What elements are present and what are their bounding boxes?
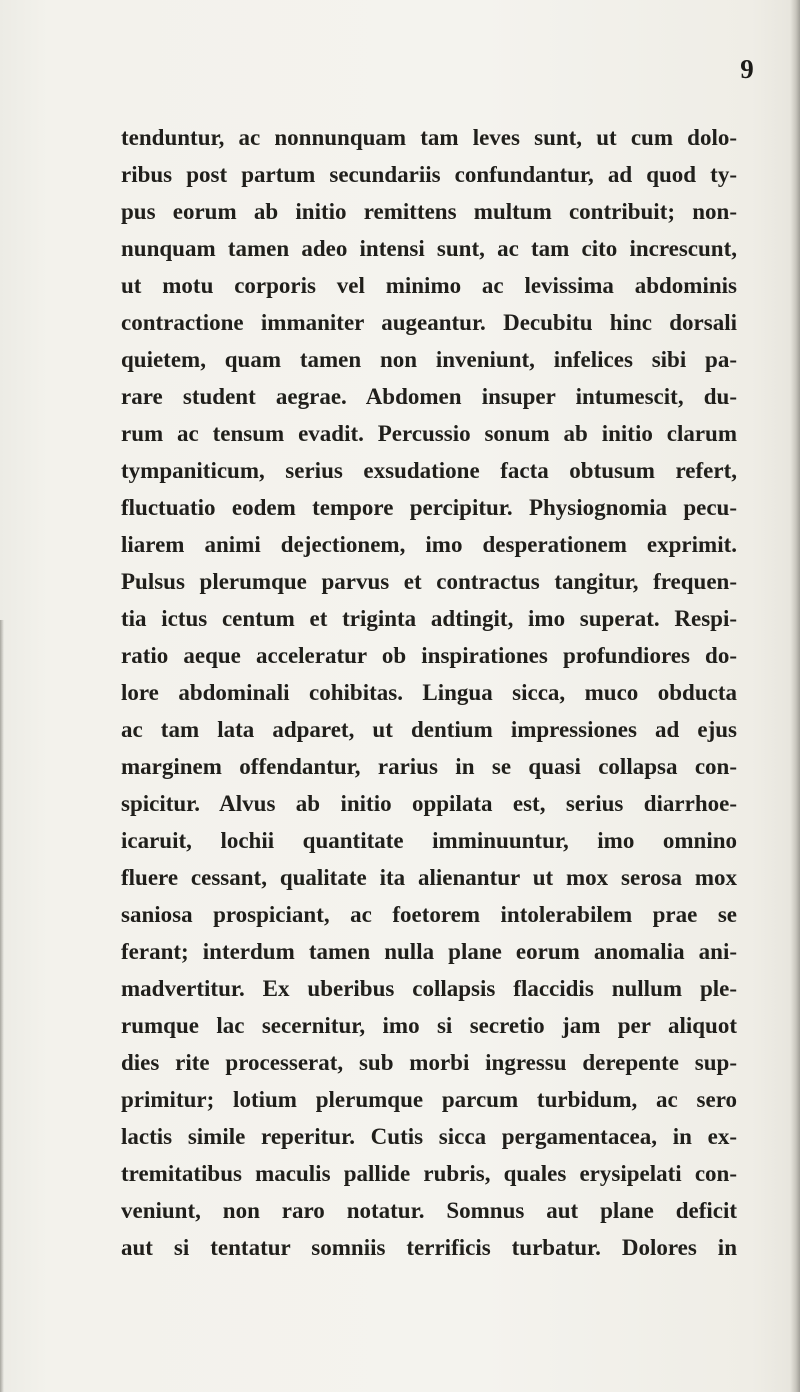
text-line: saniosa prospiciant, ac foetorem intolerabilem prae se (121, 902, 737, 927)
text-line: ut motu corporis vel minimo ac levissima abdominis (121, 273, 737, 298)
text-line: dies rite processerat, sub morbi ingressu derepente sup- (121, 1050, 737, 1075)
text-line: Pulsus plerumque parvus et contractus tangitur, frequen- (121, 569, 737, 594)
text-line: lactis simile reperitur. Cutis sicca pergamentacea, in ex- (121, 1124, 737, 1149)
text-line: ferant; interdum tamen nulla plane eorum anomalia ani- (121, 939, 737, 964)
text-line: primitur; lotium plerumque parcum turbidum, ac sero (121, 1087, 737, 1112)
text-line: veniunt, non raro notatur. Somnus aut plane deficit (121, 1198, 737, 1223)
body-text (121, 119, 737, 1266)
text-line: tia ictus centum et triginta adtingit, imo superat. Respi- (121, 606, 737, 631)
page-right-edge-shadow (790, 0, 800, 1392)
page-number: 9 (740, 54, 754, 84)
text-line: ribus post partum secundariis confundantur, ad quod ty- (121, 162, 737, 187)
text-line: rare student aegrae. Abdomen insuper intumescit, du- (121, 384, 737, 409)
text-line: fluctuatio eodem tempore percipitur. Physiognomia pecu- (121, 495, 737, 520)
text-line: fluere cessant, qualitate ita alienantur ut mox serosa mox (121, 865, 737, 890)
text-line: lore abdominali cohibitas. Lingua sicca, muco obducta (121, 680, 737, 705)
text-line: quietem, quam tamen non inveniunt, infelices sibi pa- (121, 347, 737, 372)
text-line: rumque lac secernitur, imo si secretio jam per aliquot (121, 1013, 737, 1038)
text-line: icaruit, lochii quantitate imminuuntur, imo omnino (121, 828, 737, 853)
text-line: rum ac tensum evadit. Percussio sonum ab initio clarum (121, 421, 737, 446)
text-line: tenduntur, ac nonnunquam tam leves sunt, ut cum dolo- (121, 125, 737, 150)
text-line: ratio aeque acceleratur ob inspirationes profundiores do- (121, 643, 737, 668)
text-line: spicitur. Alvus ab initio oppilata est, serius diarrhoe- (121, 791, 737, 816)
text-line: tremitatibus maculis pallide rubris, quales erysipelati con- (121, 1161, 737, 1186)
text-line: madvertitur. Ex uberibus collapsis flaccidis nullum ple- (121, 976, 737, 1001)
text-line: pus eorum ab initio remittens multum contribuit; non- (121, 199, 737, 224)
text-line: tympaniticum, serius exsudatione facta obtusum refert, (121, 458, 737, 483)
page-left-edge-shadow (0, 620, 4, 1392)
text-line: liarem animi dejectionem, imo desperationem exprimit. (121, 532, 737, 557)
text-line: marginem offendantur, rarius in se quasi collapsa con- (121, 754, 737, 779)
text-line: aut si tentatur somniis terrificis turbatur. Dolores in (121, 1235, 737, 1260)
text-line: nunquam tamen adeo intensi sunt, ac tam cito increscunt, (121, 236, 737, 261)
text-line: contractione immaniter augeantur. Decubitu hinc dorsali (121, 310, 737, 335)
text-line: ac tam lata adparet, ut dentium impressiones ad ejus (121, 717, 737, 742)
